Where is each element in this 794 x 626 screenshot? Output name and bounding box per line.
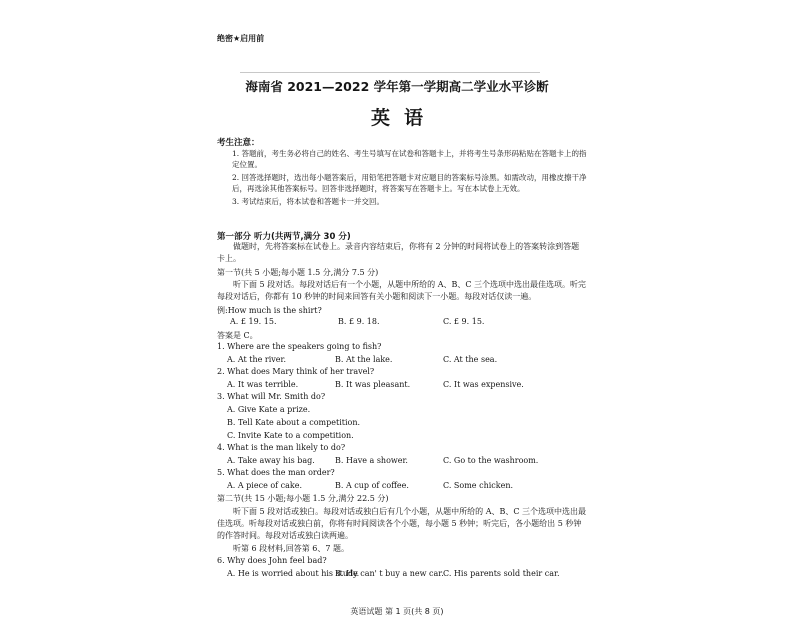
question: 5. What does the man order? [217,468,335,477]
section2-intro: 听下面 5 段对话或独白。每段对话或独白后有几个小题，从题中所给的 A、B、C 三个选项中选出最佳选项。听每段对话或独白前，你将有时间阅读各个小题，每小题 5 秒钟；听完后，各小题给出 5 秒钟的作答时间。每段对话或独白读两遍。 [217,507,587,540]
example-option: C. £ 9. 15. [443,317,485,326]
note-item: 3. 考试结束后，将本试卷和答题卡一并交回。 [232,197,385,206]
question: 6. Why does John feel bad? [217,556,327,565]
part1-intro: 做题时，先将答案标在试卷上。录音内容结束后，你将有 2 分钟的时间将试卷上的答案转涂到答题卡上。 [217,242,580,263]
option: B. A cup of coffee. [335,481,409,490]
part1-heading: 第一部分 听力(共两节,满分 30 分) [217,232,351,242]
page-footer: 英语试题 第 1 页(共 8 页) [350,607,444,616]
option: C. Go to the washroom. [443,456,539,465]
question: 1. Where are the speakers going to fish? [217,342,382,351]
subject-title: 英语 [370,107,437,129]
example-question: 例:How much is the shirt? [217,306,322,315]
section1-heading: 第一节(共 5 小题;每小题 1.5 分,满分 7.5 分) [217,268,379,277]
question: 3. What will Mr. Smith do? [217,392,326,401]
section2-heading: 第二节(共 15 小题;每小题 1.5 分,满分 22.5 分) [217,494,389,503]
note-item: 2. 回答选择题时，选出每小题答案后，用铅笔把答题卡对应题目的答案标号涂黑。如需改动，用橡皮擦干净后，再选涂其他答案标号。回答非选择题时，将答案写在答题卡上。写在本试卷上无效。 [232,173,587,193]
example-answer: 答案是 C。 [217,331,258,340]
example-option: B. £ 9. 18. [338,317,380,326]
option: A. Take away his bag. [227,456,315,465]
option: A. Give Kate a prize. [227,405,311,414]
example-option: A. £ 19. 15. [230,317,277,326]
option: C. At the sea. [443,355,498,364]
question: 4. What is the man likely to do? [217,443,346,452]
option: A. It was terrible. [227,380,299,389]
option: A. At the river. [227,355,287,364]
option: B. At the lake. [335,355,393,364]
option: C. His parents sold their car. [443,569,560,578]
section1-intro: 听下面 5 段对话。每段对话后有一个小题，从题中所给的 A、B、C 三个选项中选出最佳选项。听完每段对话后，你都有 10 秒钟的时间来回答有关小题和阅读下一小题。每段对话仅读一遍。 [217,280,587,301]
question: 2. What does Mary think of her travel? [217,367,375,376]
option: A. A piece of cake. [227,481,303,490]
exam-title: 海南省 2021—2022 学年第一学期高二学业水平诊断 [245,79,549,94]
note-item: 1. 答题前，考生务必将自己的姓名、考生号填写在试卷和答题卡上，并将考生号条形码粘贴在答题卡上的指定位置。 [232,149,587,169]
material-note: 听第 6 段材料,回答第 6、7 题。 [233,544,349,553]
option: C. Invite Kate to a competition. [227,431,354,440]
scan-artifact [240,72,540,73]
option: C. Some chicken. [443,481,514,490]
secret-mark: 绝密★启用前 [217,34,265,43]
option: C. It was expensive. [443,380,524,389]
option: B. Have a shower. [335,456,408,465]
option: B. Tell Kate about a competition. [227,418,361,427]
option: A. He is worried about his study. [227,569,360,578]
notes-heading: 考生注意： [217,138,260,148]
option: B. He can' t buy a new car. [335,569,444,578]
option: B. It was pleasant. [335,380,411,389]
